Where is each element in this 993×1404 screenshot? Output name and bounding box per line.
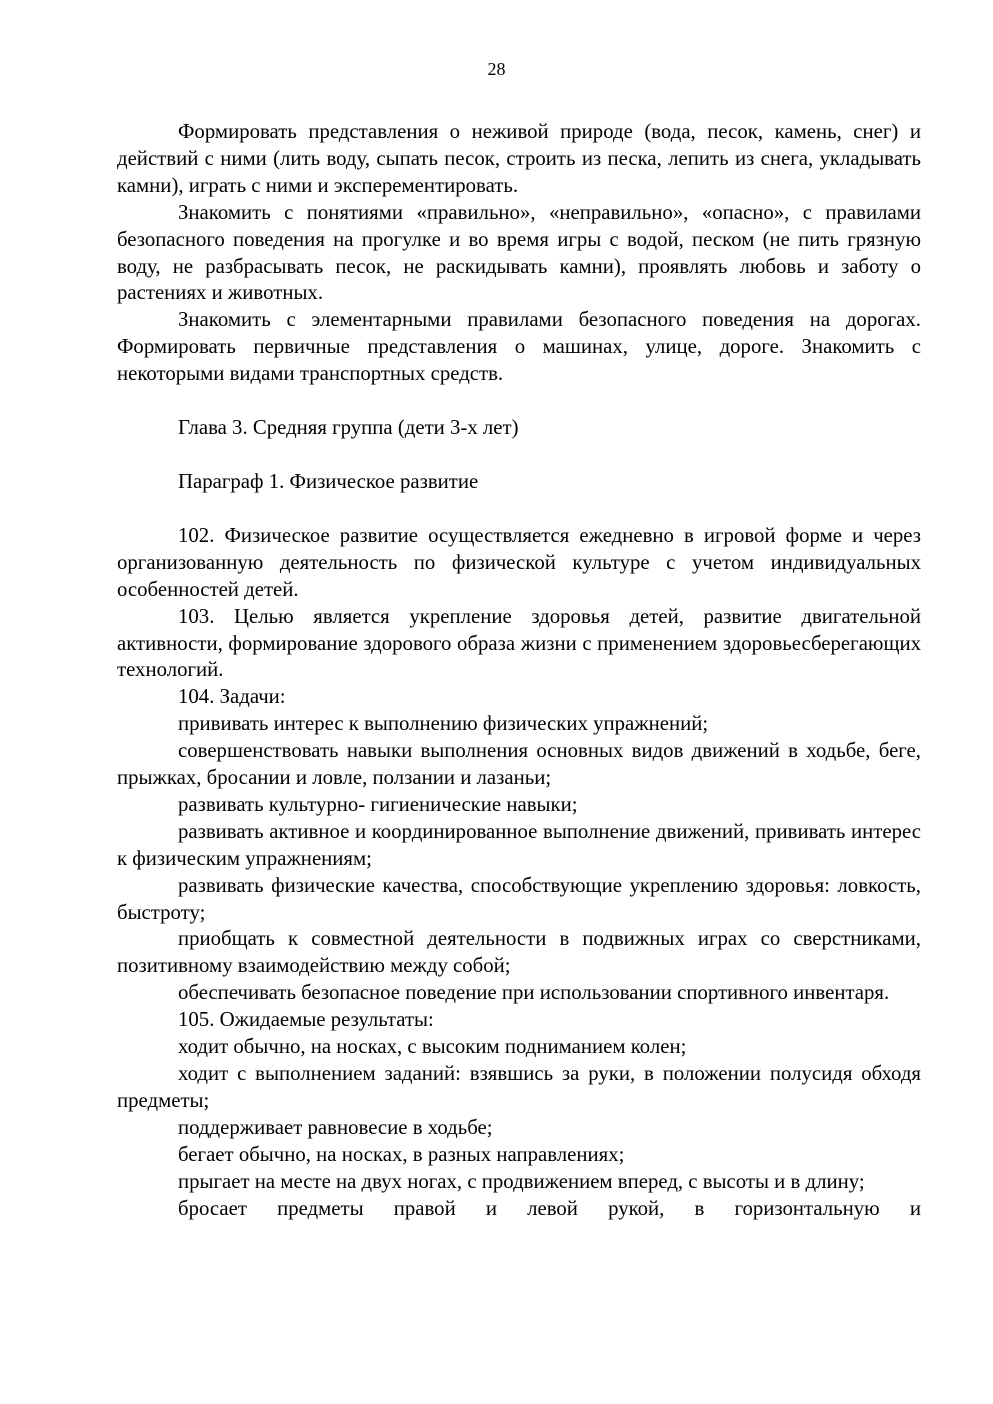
- result-item: ходит с выполнением заданий: взявшись за руки, в положении полусидя обходя предметы;: [117, 1062, 921, 1112]
- numbered-paragraph-102: 102. Физическое развитие осуществляется ежедневно в игровой форме и через организованную деятельность по физической культуре с учетом индивидуальных особенностей детей.: [117, 523, 921, 601]
- results-heading: 105. Ожидаемые результаты:: [178, 1008, 434, 1032]
- task-item: совершенствовать навыки выполнения основных видов движений в ходьбе, беге, прыжках, бросании и ловле, ползании и лазаньи;: [117, 739, 921, 790]
- task-item: развивать активное и координированное выполнение движений, прививать интерес к физическим упражнениям;: [117, 819, 921, 870]
- section-heading: Параграф 1. Физическое развитие: [178, 469, 479, 493]
- task-item: прививать интерес к выполнению физических упражнений;: [178, 712, 709, 736]
- chapter-heading: Глава 3. Средняя группа (дети 3-х лет): [178, 416, 519, 440]
- paragraph: Формировать представления о неживой природе (вода, песок, камень, снег) и действий с ними (лить воду, сыпать песок, строить из песка, лепить из снега, укладывать камни), играть с ними и эксперементировать.: [117, 120, 921, 197]
- task-item: развивать культурно- гигиенические навыки;: [178, 792, 578, 816]
- task-item: обеспечивать безопасное поведение при использовании спортивного инвентаря.: [178, 981, 890, 1005]
- task-item: приобщать к совместной деятельности в подвижных играх со сверстниками, позитивному взаимодействию между собой;: [117, 927, 921, 978]
- result-item: прыгает на месте на двух ногах, с продвижением вперед, с высоты и в длину;: [178, 1169, 865, 1193]
- document-body: [117, 119, 921, 1222]
- paragraph: Знакомить с понятиями «правильно», «неправильно», «опасно», с правилами безопасного поведения на прогулке и во время игры с водой, песком (не пить грязную воду, не разбрасывать песок, не раскидывать камни), проявлять любовь и заботу о растениях и животных.: [117, 200, 921, 305]
- paragraph: Знакомить с элементарными правилами безопасного поведения на дорогах. Формировать первичные представления о машинах, улице, дороге. Знакомить с некоторыми видами транспортных средств.: [117, 308, 921, 386]
- task-item: развивать физические качества, способствующие укреплению здоровья: ловкость, быстроту;: [117, 873, 921, 924]
- numbered-paragraph-103: 103. Целью является укрепление здоровья детей, развитие двигательной активности, формирование здорового образа жизни с применением здоровьесберегающих технологий.: [117, 604, 921, 682]
- page-number: 28: [487, 59, 506, 79]
- tasks-heading: 104. Задачи:: [178, 685, 286, 709]
- result-item: ходит обычно, на носках, с высоким подниманием колен;: [178, 1035, 687, 1059]
- result-item: бегает обычно, на носках, в разных направлениях;: [178, 1142, 625, 1166]
- result-item: поддерживает равновесие в ходьбе;: [178, 1115, 493, 1139]
- result-item: бросает предметы правой и левой рукой, в горизонтальную и: [178, 1196, 921, 1220]
